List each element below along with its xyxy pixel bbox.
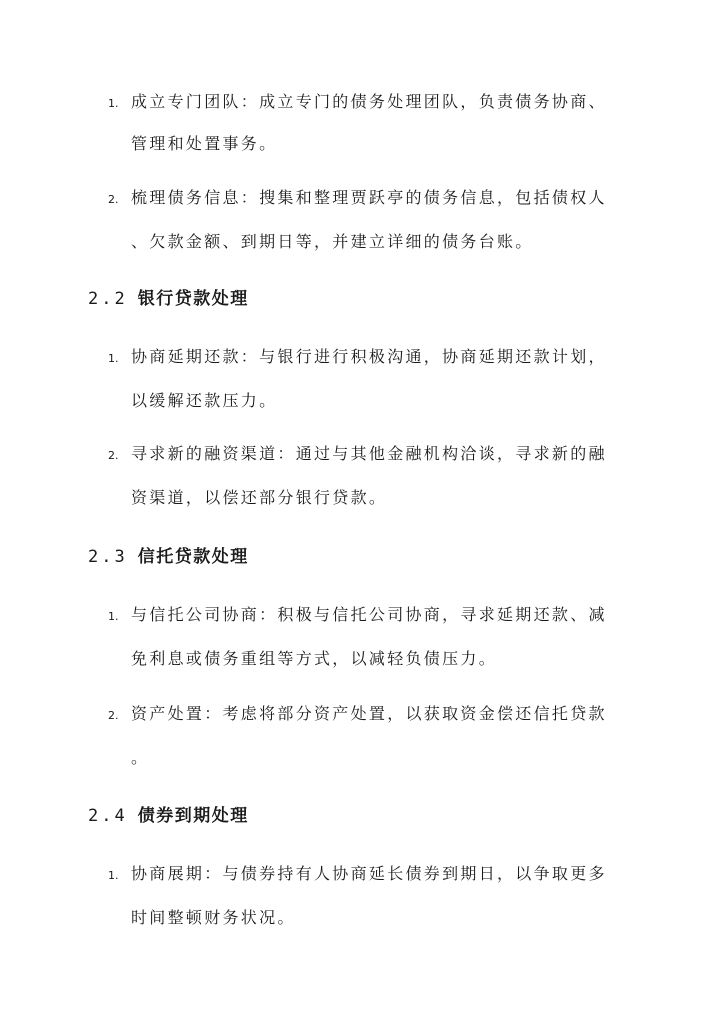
section-title: 债券到期处理: [137, 806, 249, 826]
list-text-line: 寻求新的融资渠道：通过与其他金融机构洽谈，寻求新的融: [131, 444, 607, 463]
list-text-line: 协商延期还款：与银行进行积极沟通，协商延期还款计划，: [131, 347, 607, 366]
list-text-line: 、欠款金额、到期日等，并建立详细的债务台账。: [131, 232, 534, 251]
list-text-line: 梳理债务信息：搜集和整理贾跃亭的债务信息，包括债权人: [131, 188, 607, 207]
section-number: 2.2: [88, 289, 128, 309]
list-number: 1.: [108, 869, 119, 882]
list-number: 2.: [108, 449, 119, 462]
section-number: 2.4: [88, 806, 128, 826]
list-number: 1.: [108, 610, 119, 623]
list-number: 2.: [108, 709, 119, 722]
section-number: 2.3: [88, 547, 128, 567]
list-text-line: 协商展期：与债券持有人协商延长债券到期日，以争取更多: [131, 864, 607, 883]
list-text-line: 资产处置：考虑将部分资产处置，以获取资金偿还信托贷款: [131, 704, 607, 723]
list-text-line: 资渠道，以偿还部分银行贷款。: [131, 488, 388, 507]
section-title: 信托贷款处理: [137, 547, 249, 567]
section-heading: [88, 288, 249, 310]
list-text-line: 免利息或债务重组等方式，以减轻负债压力。: [131, 649, 498, 668]
list-text-line: 管理和处置事务。: [131, 134, 278, 153]
list-text-line: 成立专门团队：成立专门的债务处理团队，负责债务协商、: [131, 92, 607, 111]
section-heading: [88, 805, 249, 827]
section-heading: [88, 546, 249, 568]
list-text-line: 与信托公司协商：积极与信托公司协商，寻求延期还款、减: [131, 605, 607, 624]
list-text-line: 以缓解还款压力。: [131, 391, 278, 410]
list-number: 1.: [108, 97, 119, 110]
list-number: 1.: [108, 352, 119, 365]
list-text-line: 时间整顿财务状况。: [131, 908, 296, 927]
section-title: 银行贷款处理: [137, 289, 249, 309]
list-number: 2.: [108, 193, 119, 206]
list-text-line: 。: [131, 748, 150, 767]
